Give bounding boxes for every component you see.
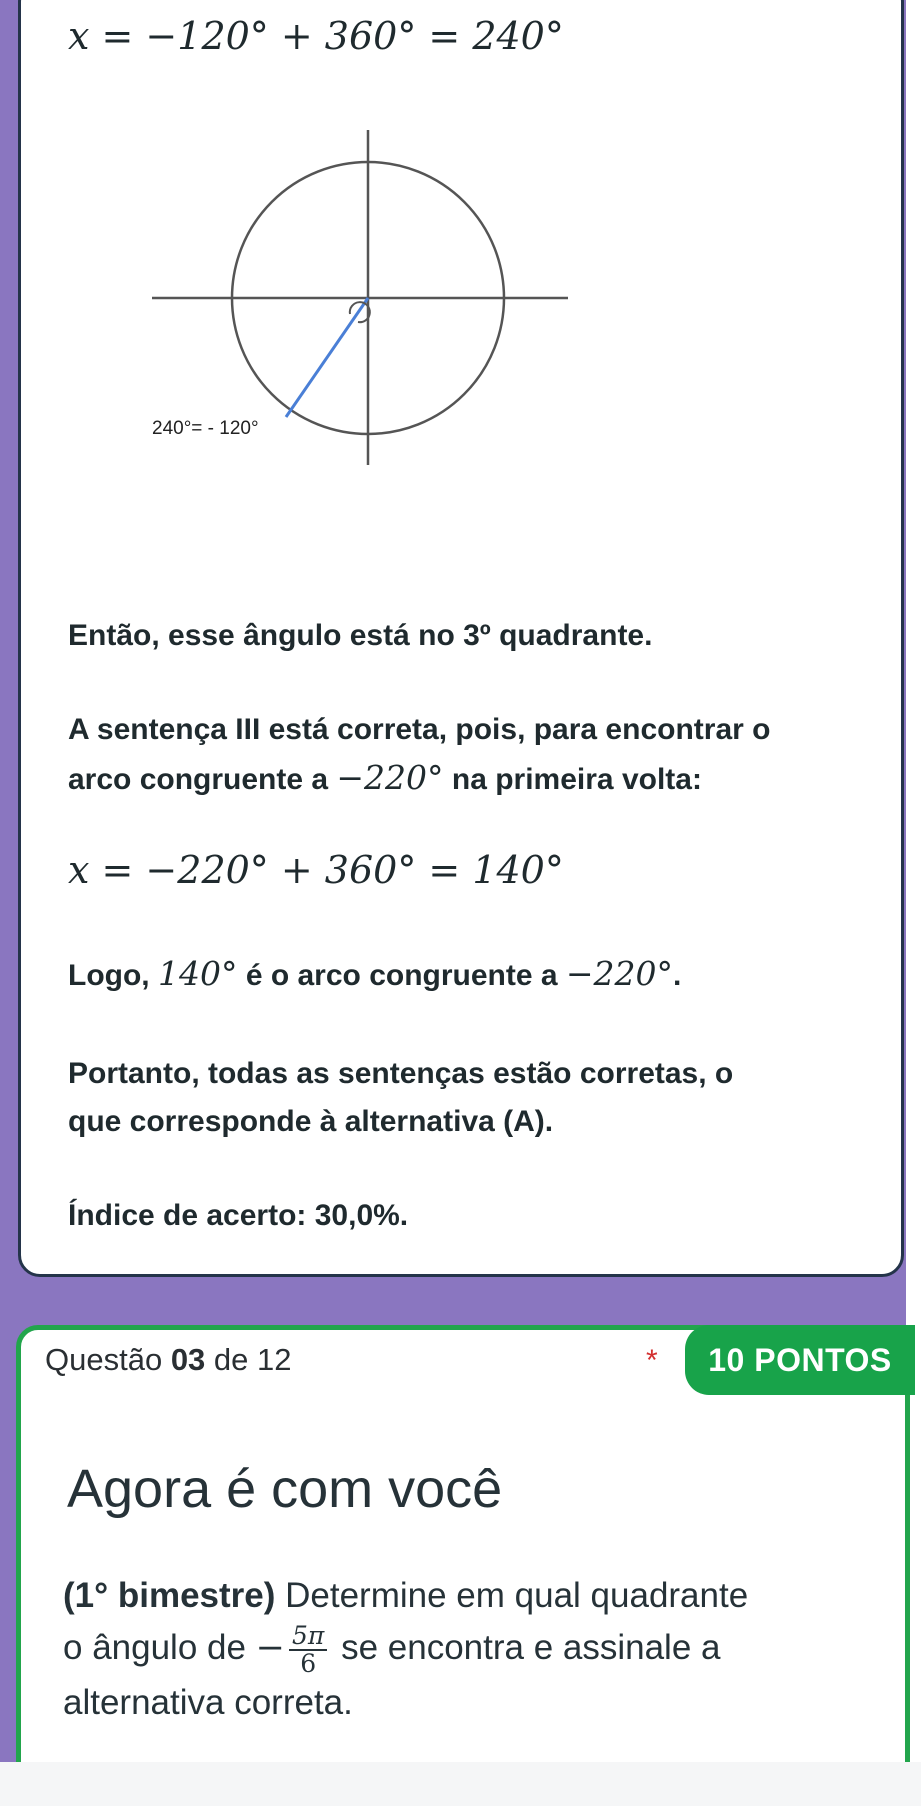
angle-ray	[286, 298, 368, 417]
equation-mid: x = −220° + 360° = 140°	[68, 848, 564, 892]
trig-circle-diagram	[150, 130, 570, 490]
points-badge: 10 PONTOS	[685, 1325, 915, 1395]
quadrant-paragraph: Então, esse ângulo está no 3º quadrante.	[68, 619, 653, 652]
sentence-paragraph: A sentença III está correta, pois, para encontrar o arco congruente a −220° na primeira volta:	[68, 713, 771, 797]
logo-paragraph: Logo, 140° é o arco congruente a −220°.	[68, 954, 682, 993]
required-marker: *	[646, 1344, 658, 1377]
question-counter: Questão 03 de 12	[45, 1342, 292, 1377]
question-text: (1° bimestre) Determine em qual quadrante o ângulo de − $\frac{5\pi}{6}$ se encontra e assinale a alternativa correta.	[63, 1576, 749, 1722]
angle-fraction: $\frac{5\pi}{6}$	[289, 1623, 327, 1677]
section-heading: Agora é com você	[67, 1459, 503, 1519]
diagram-label: 240°= - 120°	[152, 418, 259, 439]
equation-top: x = −120° + 360° = 240°	[68, 14, 564, 58]
index-paragraph: Índice de acerto: 30,0%.	[68, 1199, 409, 1232]
bottom-bar	[0, 1762, 921, 1806]
question-card	[16, 1325, 910, 1785]
conclusion-paragraph: Portanto, todas as sentenças estão corretas, o que corresponde à alternativa (A).	[68, 1057, 734, 1138]
